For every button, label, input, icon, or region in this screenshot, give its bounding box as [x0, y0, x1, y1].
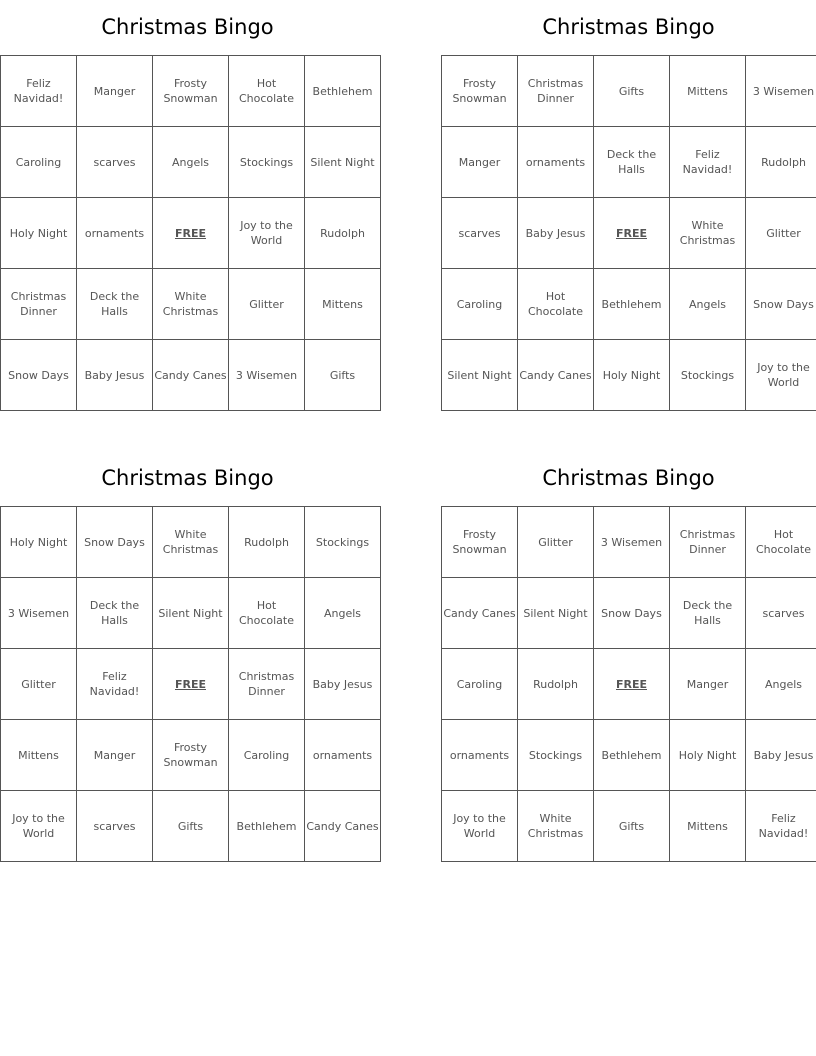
bingo-cell: Baby Jesus	[77, 340, 153, 411]
bingo-cell: Rudolph	[746, 127, 816, 198]
bingo-row	[1, 649, 381, 720]
bingo-cell: Gifts	[594, 56, 670, 127]
card-title: Christmas Bingo	[101, 15, 274, 39]
bingo-cell: Manger	[442, 127, 518, 198]
bingo-card-4	[441, 451, 816, 862]
bingo-card-1	[0, 0, 375, 411]
bingo-grid	[441, 506, 816, 862]
bingo-cell: Holy Night	[670, 720, 746, 791]
bingo-row	[442, 56, 816, 127]
bingo-row	[1, 340, 381, 411]
bingo-cell: 3 Wisemen	[229, 340, 305, 411]
bingo-cell: Caroling	[442, 649, 518, 720]
card-title: Christmas Bingo	[542, 466, 715, 490]
bingo-row	[442, 269, 816, 340]
bingo-cell: 3 Wisemen	[746, 56, 816, 127]
bingo-row	[1, 269, 381, 340]
bingo-row	[1, 507, 381, 578]
bingo-cell: Stockings	[305, 507, 381, 578]
bingo-cell: Gifts	[305, 340, 381, 411]
bingo-cell: Hot Chocolate	[746, 507, 816, 578]
bingo-cell: Candy Canes	[153, 340, 229, 411]
bingo-cell: White Christmas	[670, 198, 746, 269]
bingo-cell: Snow Days	[1, 340, 77, 411]
bingo-cell: Joy to the World	[229, 198, 305, 269]
bingo-cell: Rudolph	[305, 198, 381, 269]
bingo-cell: Candy Canes	[305, 791, 381, 862]
bingo-cell: ornaments	[305, 720, 381, 791]
bingo-cell: Joy to the World	[1, 791, 77, 862]
bingo-cell: Stockings	[518, 720, 594, 791]
bingo-row	[1, 198, 381, 269]
bingo-cell: Bethlehem	[305, 56, 381, 127]
bingo-cell: Bethlehem	[594, 720, 670, 791]
bingo-cell: Glitter	[1, 649, 77, 720]
bingo-cell: Feliz Navidad!	[1, 56, 77, 127]
bingo-cell: Holy Night	[1, 198, 77, 269]
bingo-row	[1, 791, 381, 862]
bingo-cell: Rudolph	[229, 507, 305, 578]
bingo-cell: Silent Night	[305, 127, 381, 198]
bingo-cell: FREE	[594, 649, 670, 720]
bingo-cell: Silent Night	[153, 578, 229, 649]
bingo-cell: Frosty Snowman	[442, 56, 518, 127]
bingo-cell: Snow Days	[746, 269, 816, 340]
bingo-card-3	[0, 451, 379, 862]
bingo-cell: Christmas Dinner	[1, 269, 77, 340]
bingo-cell: White Christmas	[518, 791, 594, 862]
bingo-cell: Holy Night	[1, 507, 77, 578]
bingo-cell: FREE	[153, 198, 229, 269]
bingo-cell: Glitter	[229, 269, 305, 340]
bingo-row	[442, 720, 816, 791]
bingo-cell: Feliz Navidad!	[77, 649, 153, 720]
bingo-cell: Angels	[305, 578, 381, 649]
bingo-cell: Frosty Snowman	[153, 56, 229, 127]
bingo-cell: Frosty Snowman	[442, 507, 518, 578]
bingo-row	[442, 791, 816, 862]
bingo-grid	[0, 506, 381, 862]
bingo-row	[442, 198, 816, 269]
bingo-cell: Baby Jesus	[746, 720, 816, 791]
bingo-cell: Stockings	[670, 340, 746, 411]
bingo-cell: Manger	[77, 720, 153, 791]
bingo-cell: Caroling	[229, 720, 305, 791]
bingo-cell: Christmas Dinner	[670, 507, 746, 578]
bingo-row	[1, 720, 381, 791]
bingo-cell: Holy Night	[594, 340, 670, 411]
bingo-cell: Silent Night	[518, 578, 594, 649]
bingo-cell: Feliz Navidad!	[746, 791, 816, 862]
card-title: Christmas Bingo	[542, 15, 715, 39]
bingo-cell: Deck the Halls	[594, 127, 670, 198]
bingo-row	[1, 578, 381, 649]
bingo-cell: Candy Canes	[442, 578, 518, 649]
bingo-cell: Manger	[670, 649, 746, 720]
bingo-row	[1, 127, 381, 198]
bingo-cell: Hot Chocolate	[518, 269, 594, 340]
bingo-cell: Glitter	[746, 198, 816, 269]
bingo-cell: Mittens	[1, 720, 77, 791]
bingo-cell: Frosty Snowman	[153, 720, 229, 791]
bingo-cell: Glitter	[518, 507, 594, 578]
bingo-cell: Hot Chocolate	[229, 578, 305, 649]
bingo-cell: White Christmas	[153, 269, 229, 340]
bingo-cell: Angels	[153, 127, 229, 198]
bingo-cell: Silent Night	[442, 340, 518, 411]
bingo-cell: FREE	[153, 649, 229, 720]
bingo-cell: Christmas Dinner	[518, 56, 594, 127]
bingo-cell: Manger	[77, 56, 153, 127]
bingo-cell: Joy to the World	[442, 791, 518, 862]
bingo-cell: Joy to the World	[746, 340, 816, 411]
bingo-card-2	[441, 0, 816, 411]
bingo-cell: Bethlehem	[229, 791, 305, 862]
bingo-cell: Hot Chocolate	[229, 56, 305, 127]
bingo-cell: Caroling	[442, 269, 518, 340]
bingo-cell: Angels	[670, 269, 746, 340]
bingo-row	[442, 340, 816, 411]
bingo-cell: Snow Days	[77, 507, 153, 578]
bingo-cell: scarves	[77, 127, 153, 198]
bingo-row	[1, 56, 381, 127]
bingo-cell: FREE	[594, 198, 670, 269]
bingo-cell: Baby Jesus	[305, 649, 381, 720]
bingo-cell: Bethlehem	[594, 269, 670, 340]
bingo-cell: scarves	[746, 578, 816, 649]
bingo-cell: 3 Wisemen	[594, 507, 670, 578]
bingo-cell: scarves	[77, 791, 153, 862]
bingo-cell: ornaments	[518, 127, 594, 198]
bingo-row	[442, 578, 816, 649]
bingo-cell: Mittens	[305, 269, 381, 340]
bingo-grid	[441, 55, 816, 411]
bingo-cell: Caroling	[1, 127, 77, 198]
bingo-cell: Gifts	[594, 791, 670, 862]
bingo-cell: Feliz Navidad!	[670, 127, 746, 198]
bingo-cell: Mittens	[670, 56, 746, 127]
bingo-cell: 3 Wisemen	[1, 578, 77, 649]
bingo-grid	[0, 55, 381, 411]
bingo-row	[442, 127, 816, 198]
bingo-cell: Deck the Halls	[77, 578, 153, 649]
bingo-cell: Stockings	[229, 127, 305, 198]
bingo-cell: Mittens	[670, 791, 746, 862]
bingo-cell: Rudolph	[518, 649, 594, 720]
bingo-row	[442, 649, 816, 720]
bingo-cell: Gifts	[153, 791, 229, 862]
bingo-cell: Snow Days	[594, 578, 670, 649]
bingo-cell: ornaments	[77, 198, 153, 269]
bingo-cell: Baby Jesus	[518, 198, 594, 269]
bingo-row	[442, 507, 816, 578]
bingo-cell: White Christmas	[153, 507, 229, 578]
bingo-cell: Angels	[746, 649, 816, 720]
card-title: Christmas Bingo	[101, 466, 274, 490]
bingo-cell: Deck the Halls	[670, 578, 746, 649]
bingo-cell: Deck the Halls	[77, 269, 153, 340]
bingo-cell: Christmas Dinner	[229, 649, 305, 720]
bingo-cell: scarves	[442, 198, 518, 269]
bingo-cell: Candy Canes	[518, 340, 594, 411]
bingo-cell: ornaments	[442, 720, 518, 791]
